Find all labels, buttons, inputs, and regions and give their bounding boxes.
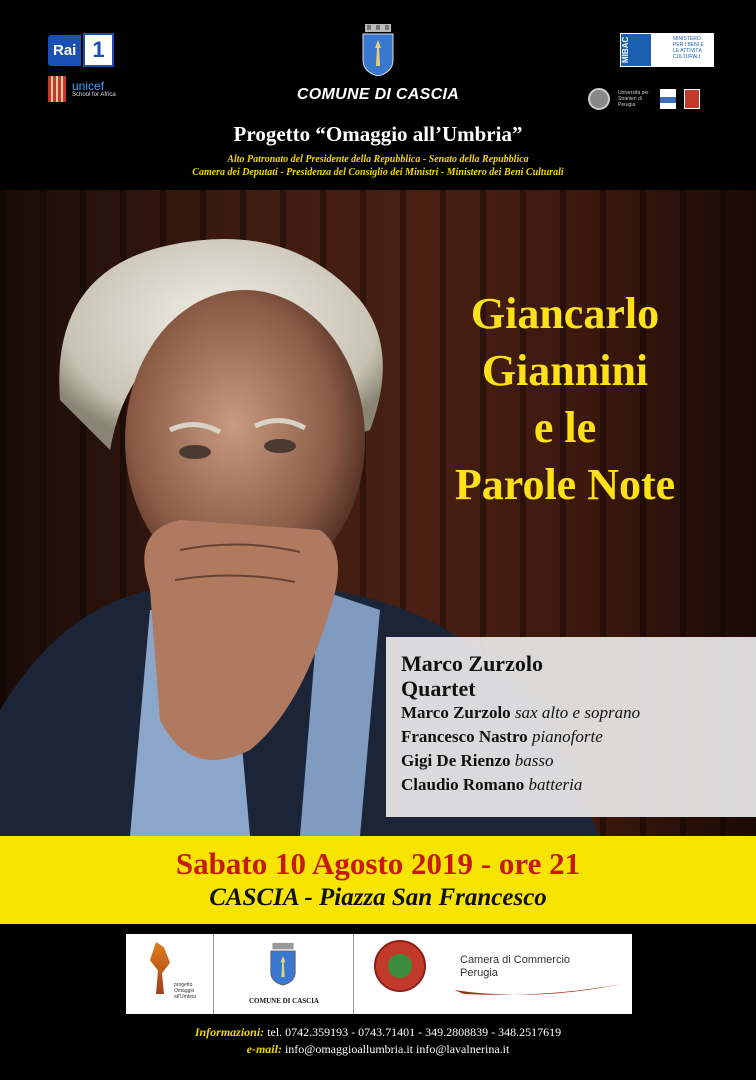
member-name: Claudio Romano [401,775,525,794]
comune-logo-label: COMUNE DI CASCIA [248,997,319,1005]
rai-logo-word: Rai [48,35,81,66]
main-title-line: Giannini [481,346,649,395]
university-label: Università per Stranieri di Perugia [618,90,649,108]
info-label: Informazioni: [194,1025,265,1039]
mibac-emblem-icon [651,34,671,66]
member-row [401,749,756,773]
header [0,0,756,190]
member-name: Francesco Nastro [401,727,528,746]
camera-swoosh-icon [454,980,624,1002]
portrait-photo [0,190,756,836]
mibac-text: MINISTERO PER I BENI E LE ATTIVITÀ CULTURALI [671,34,713,66]
quartet-name-line-1: Marco Zurzolo [401,651,543,676]
email-label: e-mail: [246,1042,282,1056]
cascia-crest-icon [362,24,394,76]
mibac-abbr: MIBAC [621,34,651,66]
camera-line-1: Camera di Commercio [460,954,571,966]
main-title-line: Giancarlo [470,289,660,338]
event-date: Sabato 10 Agosto 2019 - ore 21 [175,846,581,881]
mibac-logo [620,33,714,67]
member-name: Marco Zurzolo [401,703,511,722]
patronato-line-2: Camera dei Deputati - Presidenza del Consiglio dei Ministri - Ministero dei Beni Culturali [192,167,564,178]
camera-seal-icon [374,940,426,992]
main-title-line: Parole Note [454,460,676,509]
omaggio-bird-icon [150,942,170,994]
partner-logos [588,88,700,110]
comune-title: COMUNE DI CASCIA [296,86,460,103]
event-venue: CASCIA - Piazza San Francesco [209,884,547,911]
event-band [0,836,756,924]
cascia-crest-icon [270,942,296,986]
member-role: sax alto e soprano [514,703,641,722]
member-role: pianoforte [531,727,603,746]
university-seal-icon [588,88,610,110]
member-role: batteria [528,775,583,794]
sponsor-strip [126,934,632,1014]
rai1-logo [48,33,114,67]
quartet-name-line-2: Quartet [401,676,476,701]
main-title [405,285,725,513]
comune-logo [214,934,354,1014]
member-row [401,725,756,749]
footer-emails [0,1042,756,1057]
member-role: basso [514,751,554,770]
email-addresses[interactable]: info@omaggioallumbria.it info@lavalnerina.it [284,1042,510,1056]
camera-line-2: Perugia [460,967,498,979]
footer-phones [0,1025,756,1040]
main-title-line: e le [533,403,597,452]
member-row [401,773,756,797]
camera-commercio-text [460,954,570,980]
member-row [401,701,756,725]
unicef-sub: School for Africa [72,91,116,98]
omaggio-logo-text: progetto Omaggio all'Umbria [174,982,197,1000]
rai-logo-number: 1 [83,33,113,67]
omaggio-logo [126,934,214,1014]
unicef-word: unicef [72,78,105,93]
phone-numbers: tel. 0742.359193 - 0743.71401 - 349.2808839 - 348.2517619 [267,1025,562,1039]
camera-commercio-logo [354,934,632,1014]
regione-logo-icon [660,89,676,109]
provincia-logo-icon [684,89,700,109]
progetto-title: Progetto “Omaggio all’Umbria” [233,122,523,146]
member-name: Gigi De Rienzo [401,751,511,770]
patronato-line-1: Alto Patronato del Presidente della Repubblica - Senato della Repubblica [227,154,529,165]
quartet-box [386,637,756,817]
